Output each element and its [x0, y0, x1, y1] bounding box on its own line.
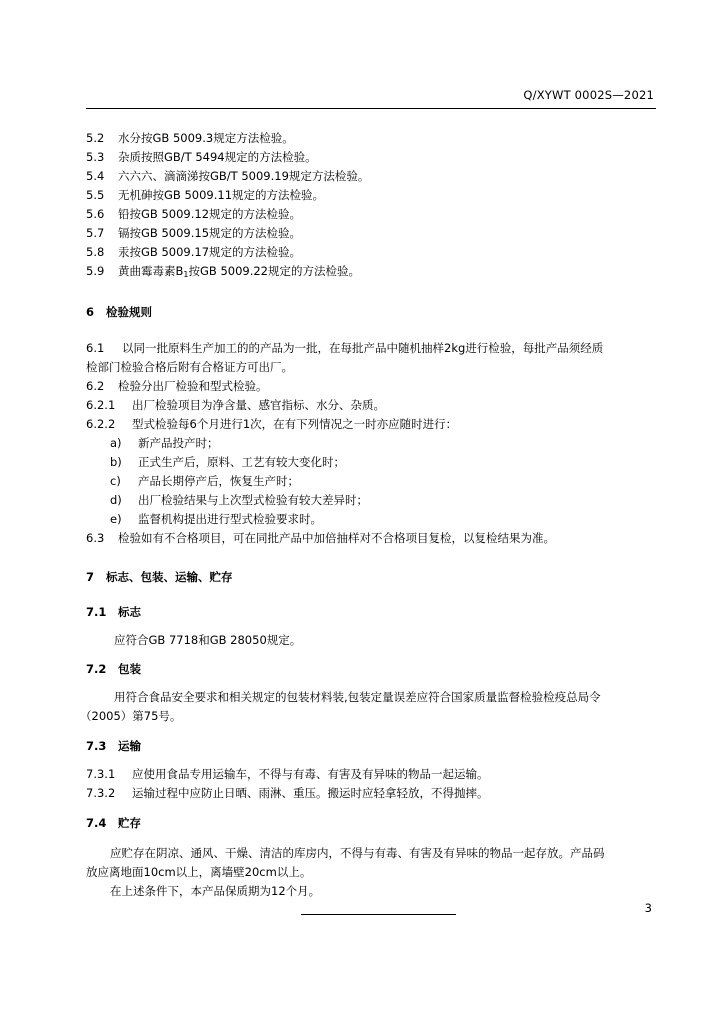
item-number: 6.2.1: [86, 398, 116, 412]
item-number: 5.8: [86, 245, 105, 259]
item-number: 7.3.2: [86, 786, 116, 800]
item-number: 6.2.2: [86, 417, 116, 431]
document-code: Q/XYWT 0002S—2021: [523, 88, 654, 102]
item-number: 5.4: [86, 169, 105, 183]
list-text: 新产品投产时；: [138, 436, 219, 450]
item-number: 6.3: [86, 531, 105, 545]
paragraph-text: （2005）第75号。: [80, 709, 182, 723]
paragraph-6-1: [86, 340, 656, 356]
section-title: 贮存: [118, 816, 141, 830]
list-label: a): [110, 436, 122, 450]
item-text: 镉按GB 5009.15规定的方法检验。: [118, 226, 302, 240]
item-text: 以同一批原料生产加工的的产品为一批，在每批产品中随机抽样2kg进行检验，每批产品须经质: [122, 341, 604, 355]
list-item-b: [110, 454, 656, 470]
item-number: 5.5: [86, 188, 105, 202]
item-5-4: [86, 168, 656, 184]
section-title: 运输: [118, 739, 141, 753]
item-number: 5.3: [86, 150, 105, 164]
paragraph-6-2: [86, 378, 656, 394]
item-number: 5.6: [86, 207, 105, 221]
list-label: b): [110, 455, 122, 469]
item-text: 运输过程中应防止日晒、雨淋、重压。搬运时应轻拿轻放，不得抛摔。: [132, 786, 489, 800]
section-title: 包装: [118, 662, 141, 676]
list-text: 出厂检验结果与上次型式检验有较大差异时；: [138, 493, 368, 507]
paragraph-text: 应贮存在阴凉、通风、干燥、清洁的库房内，不得与有毒、有害及有异味的物品一起存放。产品码: [110, 846, 605, 860]
paragraph-7-3-2: [86, 785, 656, 801]
item-text: 黄曲霉毒素B: [118, 264, 184, 278]
item-text: 六六六、滴滴涕按GB/T 5009.19规定方法检验。: [118, 169, 370, 183]
item-number: 6.1: [86, 341, 105, 355]
section-number: 7.3: [86, 739, 107, 753]
section-7-1-heading: [86, 604, 656, 620]
list-text: 正式生产后，原料、工艺有较大变化时；: [138, 455, 345, 469]
item-text: 型式检验每6个月进行1次，在有下列情况之一时亦应随时进行：: [132, 417, 458, 431]
paragraph-6-1-cont: [86, 359, 656, 375]
list-item-c: [110, 473, 656, 489]
list-label: e): [110, 512, 122, 526]
section-title: 标志、包装、运输、贮存: [106, 570, 233, 584]
paragraph-6-3: [86, 530, 656, 546]
section-7-1-text: [114, 632, 656, 648]
section-number: 7.1: [86, 605, 107, 619]
item-5-9: [86, 263, 656, 283]
item-5-8: [86, 244, 656, 260]
list-item-e: [110, 511, 656, 527]
item-number: 5.9: [86, 264, 105, 278]
paragraph-6-2-2: [86, 416, 656, 432]
paragraph-text: 放应离地面10cm以上，离墙壁20cm以上。: [86, 865, 312, 879]
item-5-2: [86, 130, 656, 146]
item-text: 无机砷按GB 5009.11规定的方法检验。: [118, 188, 325, 202]
item-text: 应使用食品专用运输车，不得与有毒、有害及有异味的物品一起运输。: [132, 767, 489, 781]
item-5-6: [86, 206, 656, 222]
section-7-2-heading: [86, 661, 656, 677]
item-5-3: [86, 149, 656, 165]
section-title: 检验规则: [106, 305, 152, 319]
paragraph-text: 应符合GB 7718和GB 28050规定。: [114, 633, 302, 647]
paragraph-6-2-1: [86, 397, 656, 413]
list-text: 监督机构提出进行型式检验要求时。: [138, 512, 322, 526]
section-7-2-text-cont: [80, 708, 656, 724]
list-text: 产品长期停产后，恢复生产时；: [138, 474, 299, 488]
item-number: 5.2: [86, 131, 105, 145]
item-5-5: [86, 187, 656, 203]
section-7-4-heading: [86, 815, 656, 831]
item-text: 检验分出厂检验和型式检验。: [118, 379, 268, 393]
section-title: 标志: [118, 605, 141, 619]
paragraph-text: 用符合食品安全要求和相关规定的包装材料装,包装定量误差应符合国家质量监督检验检疫总局令: [114, 690, 601, 704]
item-text: 按GB 5009.22规定的方法检验。: [188, 264, 360, 278]
list-item-d: [110, 492, 656, 508]
paragraph-text: 在上述条件下，本产品保质期为12个月。: [110, 884, 321, 898]
section-number: 7.2: [86, 662, 107, 676]
item-text: 铅按GB 5009.12规定的方法检验。: [118, 207, 302, 221]
item-5-7: [86, 225, 656, 241]
item-text: 检验如有不合格项目，可在同批产品中加倍抽样对不合格项目复检，以复检结果为准。: [118, 531, 555, 545]
section-number: 7.4: [86, 816, 107, 830]
section-7-heading: [86, 569, 656, 585]
item-text: 杂质按照GB/T 5494规定的方法检验。: [118, 150, 317, 164]
section-7-4-text-cont: [86, 864, 656, 880]
shelf-life-text: [110, 883, 656, 899]
paragraph-7-3-1: [86, 766, 656, 782]
item-text: 出厂检验项目为净含量、感官指标、水分、杂质。: [132, 398, 385, 412]
list-item-a: [110, 435, 656, 451]
item-text: 汞按GB 5009.17规定的方法检验。: [118, 245, 302, 259]
section-number: 6: [86, 305, 95, 319]
section-6-heading: [86, 304, 656, 320]
page-number: 3: [644, 901, 652, 915]
list-label: c): [110, 474, 121, 488]
section-7-2-text: [114, 689, 656, 705]
section-7-4-text: [110, 845, 656, 861]
end-rule: [301, 914, 456, 915]
header-divider: [86, 108, 656, 109]
section-number: 7: [86, 570, 95, 584]
item-text: 水分按GB 5009.3规定方法检验。: [118, 131, 294, 145]
list-label: d): [110, 493, 122, 507]
item-number: 5.7: [86, 226, 105, 240]
item-number: 7.3.1: [86, 767, 116, 781]
item-text: 检部门检验合格后附有合格证方可出厂。: [86, 360, 293, 374]
item-subscript: 1: [183, 270, 189, 279]
section-7-3-heading: [86, 738, 656, 754]
item-number: 6.2: [86, 379, 105, 393]
